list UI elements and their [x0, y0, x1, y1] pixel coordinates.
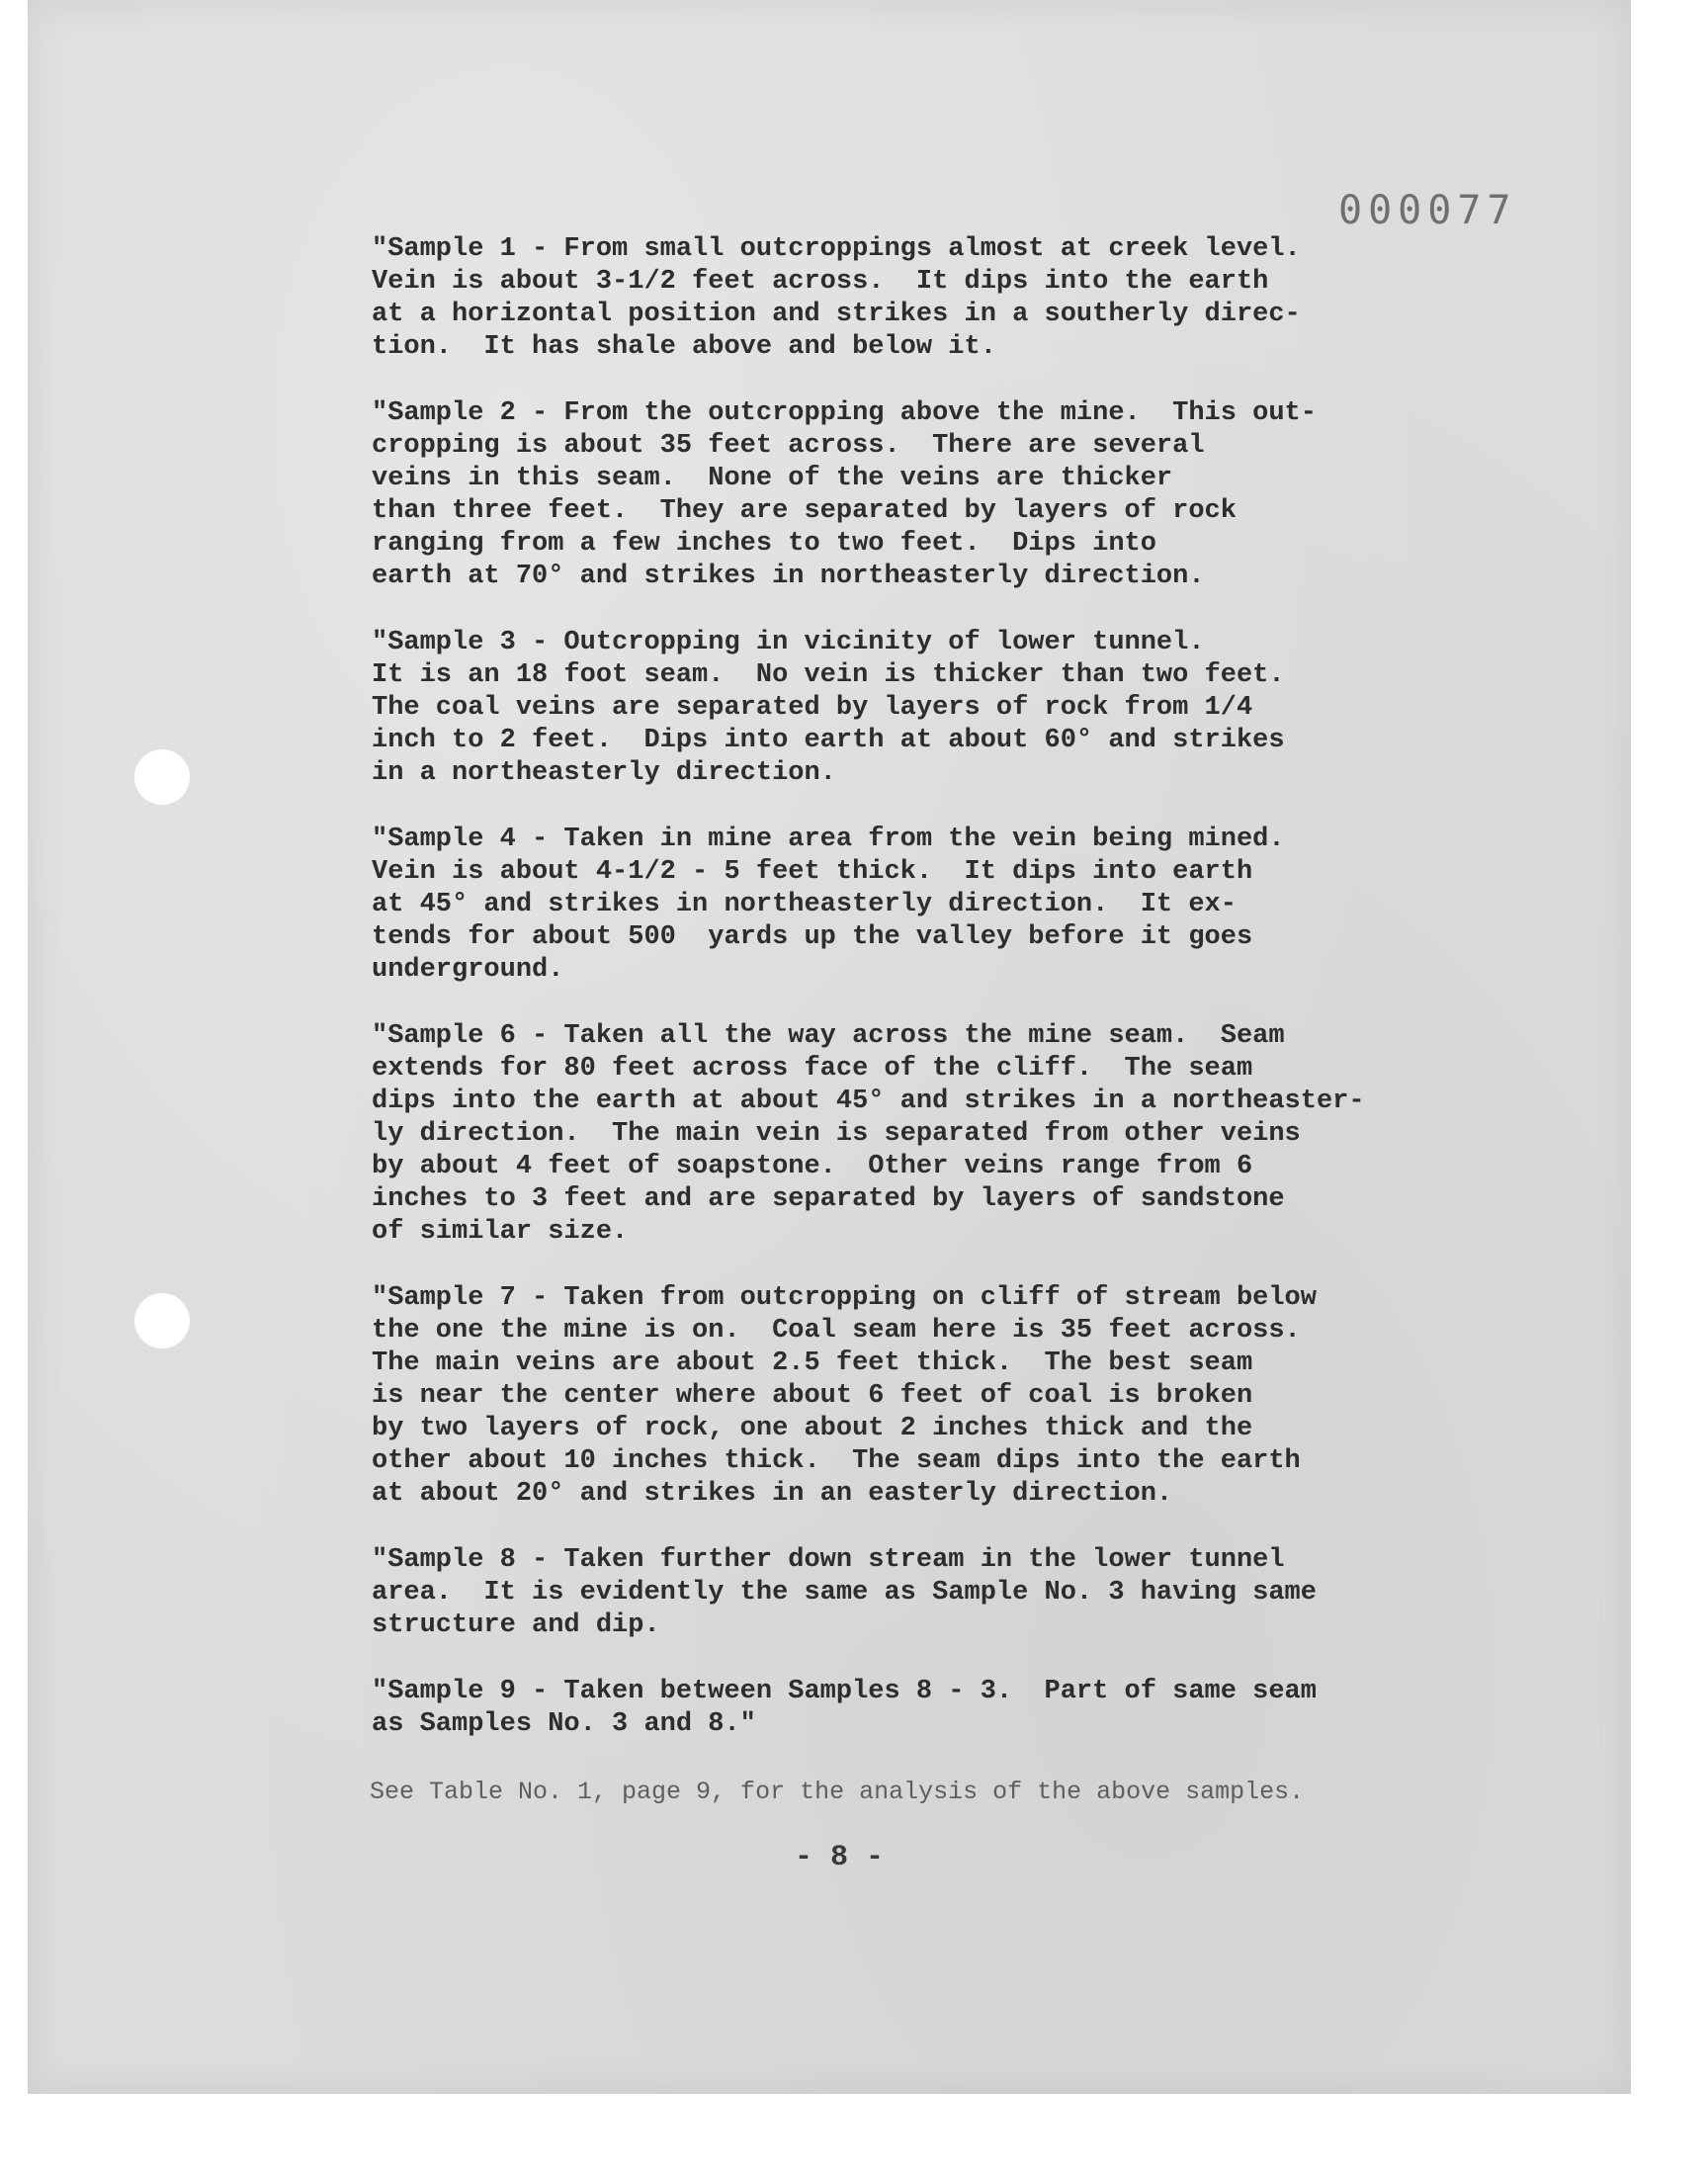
text-line: "Sample 1 - From small outcroppings almost at creek level.	[372, 234, 1301, 264]
text-line: Vein is about 4-1/2 - 5 feet thick. It dips into earth	[372, 857, 1253, 887]
text-line: than three feet. They are separated by layers of rock	[372, 496, 1237, 526]
punch-hole	[134, 1293, 190, 1348]
sample-paragraph	[372, 1544, 1419, 1642]
text-line: "Sample 8 - Taken further down stream in the lower tunnel	[372, 1545, 1285, 1575]
document-page	[28, 0, 1631, 2094]
text-line: dips into the earth at about 45° and strikes in a northeaster-	[372, 1087, 1365, 1116]
text-line: structure and dip.	[372, 1610, 660, 1640]
text-line: ly direction. The main vein is separated from other veins	[372, 1119, 1301, 1149]
text-line: as Samples No. 3 and 8."	[372, 1709, 756, 1739]
sample-paragraph	[372, 824, 1419, 987]
text-line: "Sample 2 - From the outcropping above the mine. This out-	[372, 398, 1317, 428]
text-line: by two layers of rock, one about 2 inches thick and the	[372, 1414, 1253, 1443]
text-line: of similar size.	[372, 1217, 629, 1247]
text-line: "Sample 3 - Outcropping in vicinity of lower tunnel.	[372, 628, 1205, 657]
sample-paragraph	[372, 233, 1419, 364]
text-line: Vein is about 3-1/2 feet across. It dips into the earth	[372, 267, 1269, 297]
text-line: "Sample 6 - Taken all the way across the mine seam. Seam	[372, 1021, 1285, 1051]
text-line: The coal veins are separated by layers of rock from 1/4	[372, 693, 1253, 723]
text-line: in a northeasterly direction.	[372, 758, 836, 788]
text-line: the one the mine is on. Coal seam here is 35 feet across.	[372, 1316, 1301, 1346]
text-line: at 45° and strikes in northeasterly direction. It ex-	[372, 890, 1237, 919]
sample-descriptions	[372, 233, 1419, 1775]
text-line: earth at 70° and strikes in northeasterly direction.	[372, 562, 1205, 591]
text-line: It is an 18 foot seam. No vein is thicker than two feet.	[372, 660, 1285, 690]
text-line: cropping is about 35 feet across. There are several	[372, 431, 1205, 461]
text-line: extends for 80 feet across face of the cliff. The seam	[372, 1054, 1253, 1084]
text-line: veins in this seam. None of the veins are thicker	[372, 464, 1173, 493]
text-line: "Sample 4 - Taken in mine area from the vein being mined.	[372, 825, 1285, 854]
text-line: other about 10 inches thick. The seam dips into the earth	[372, 1446, 1301, 1476]
sample-paragraph	[372, 1676, 1419, 1741]
text-line: at a horizontal position and strikes in a southerly direc-	[372, 300, 1301, 329]
text-line: at about 20° and strikes in an easterly direction.	[372, 1479, 1173, 1509]
text-line: underground.	[372, 955, 564, 985]
sample-paragraph	[372, 1020, 1419, 1249]
text-line: ranging from a few inches to two feet. Dips into	[372, 529, 1156, 559]
text-line: is near the center where about 6 feet of coal is broken	[372, 1381, 1253, 1411]
text-line: by about 4 feet of soapstone. Other veins range from 6	[372, 1152, 1253, 1181]
footnote: See Table No. 1, page 9, for the analysis of the above samples.	[370, 1778, 1305, 1806]
text-line: inch to 2 feet. Dips into earth at about 60° and strikes	[372, 726, 1285, 755]
text-line: "Sample 9 - Taken between Samples 8 - 3. Part of same seam	[372, 1677, 1317, 1706]
sample-paragraph	[372, 397, 1419, 593]
sample-paragraph	[372, 1282, 1419, 1511]
punch-hole	[134, 749, 190, 805]
text-line: area. It is evidently the same as Sample No. 3 having same	[372, 1578, 1317, 1608]
text-line: tends for about 500 yards up the valley before it goes	[372, 922, 1253, 952]
text-line: tion. It has shale above and below it.	[372, 332, 996, 362]
sample-paragraph	[372, 627, 1419, 790]
text-line: "Sample 7 - Taken from outcropping on cliff of stream below	[372, 1283, 1317, 1313]
text-line: The main veins are about 2.5 feet thick. The best seam	[372, 1348, 1253, 1378]
text-line: inches to 3 feet and are separated by layers of sandstone	[372, 1184, 1285, 1214]
document-number: 000077	[1338, 188, 1517, 233]
page-number: - 8 -	[795, 1841, 885, 1874]
